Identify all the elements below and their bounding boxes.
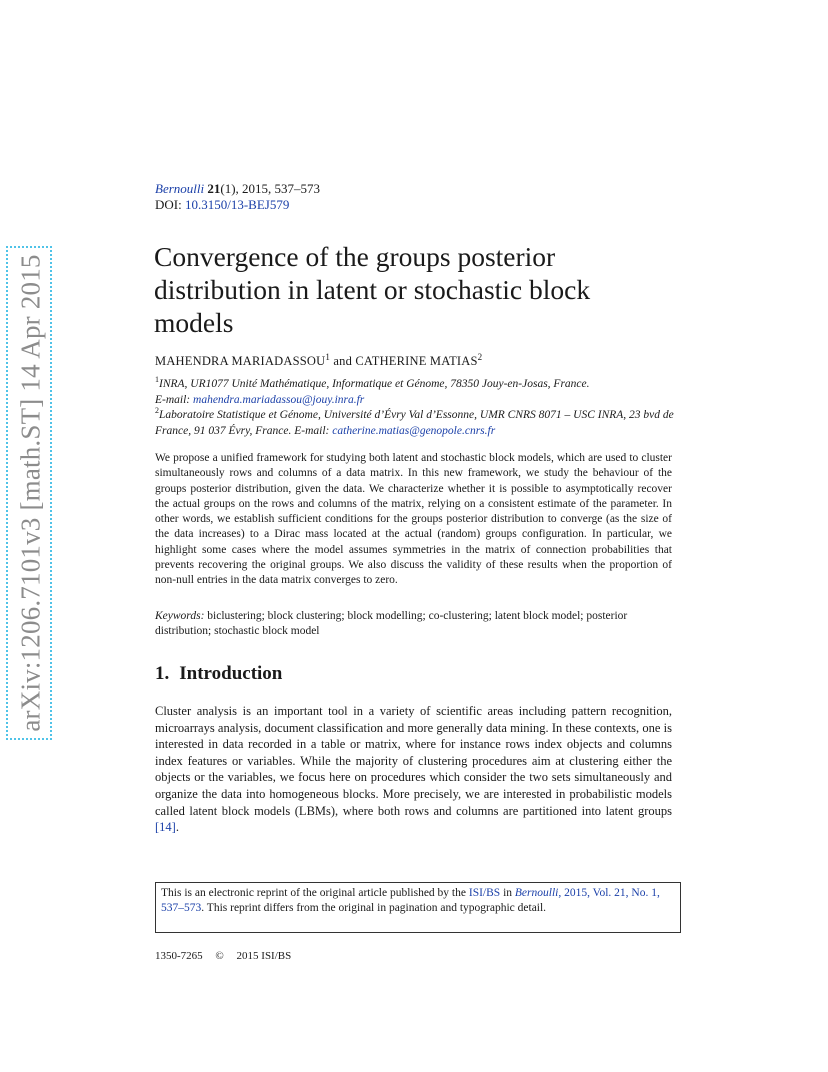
affiliation-text: Laboratoire Statistique et Génome, Université d’Évry Val d’Essonne, UMR CNRS 8071 – USC INRA, 23 bvd de France, 91 037 Évry, France. bbox=[155, 409, 674, 437]
keywords-label: Keywords: bbox=[155, 610, 205, 622]
author-line bbox=[155, 349, 482, 369]
doi-label: DOI: bbox=[155, 197, 182, 212]
reprint-journal-link[interactable]: Bernoulli, bbox=[514, 887, 562, 899]
intro-text: Cluster analysis is an important tool in a variety of scientific areas including pattern recognition, microarrays analysis, document classification and more generally data mining. In these contexts, one is interested in data recorded in a table or matrix, where for instance rows index objects and columns index features or variables. While the majority of clustering procedures aim at clustering either the objects or the variables, we focus here on procedures which consider the two sets simultaneously and organize the data into homogeneous blocks. More precisely, we are interested in probabilistic models called latent block models (LBMs), where both rows and columns are partitioned into latent groups bbox=[155, 704, 672, 818]
paper-title: Convergence of the groups posterior distribution in latent or stochastic block models bbox=[154, 241, 591, 338]
affiliation-mark: 1 bbox=[155, 375, 159, 384]
doi-line bbox=[155, 197, 289, 213]
email-label: E-mail: bbox=[155, 394, 191, 406]
reprint-ref-link[interactable]: 2015, Vol. 21, No. 1, 537–573 bbox=[161, 887, 660, 914]
reprint-in: in bbox=[503, 887, 513, 899]
intro-paragraph bbox=[155, 703, 672, 836]
author-affil-mark: 1 bbox=[325, 352, 331, 362]
section-number: 1. bbox=[155, 663, 170, 684]
author-conjunction: and bbox=[333, 354, 353, 368]
reprint-pre: This is an electronic reprint of the original article published by the bbox=[161, 887, 466, 899]
section-title: Introduction bbox=[179, 663, 283, 684]
journal-issue-pages: (1), 2015, 537–573 bbox=[220, 181, 321, 196]
copyright-text: 2015 ISI/BS bbox=[236, 950, 292, 962]
stamp-text: arXiv:1206.7101v3 [math.ST] 14 Apr 2015 bbox=[15, 254, 46, 732]
copyright-icon: © bbox=[215, 950, 224, 962]
journal-citation bbox=[155, 181, 320, 197]
arxiv-side-stamp bbox=[6, 246, 56, 744]
keywords-text: biclustering; block clustering; block modelling; co-clustering; latent block model; posterior distribution; stochastic block model bbox=[155, 610, 628, 638]
email-link[interactable]: mahendra.mariadassou@jouy.inra.fr bbox=[193, 394, 365, 406]
affiliation-text: INRA, UR1077 Unité Mathématique, Informatique et Génome, 78350 Jouy-en-Josas, France. bbox=[159, 378, 590, 390]
email-link[interactable]: catherine.matias@genopole.cnrs.fr bbox=[332, 425, 496, 437]
author-affil-mark: 2 bbox=[477, 352, 483, 362]
reprint-post: . This reprint differs from the original in pagination and typographic detail. bbox=[201, 902, 547, 914]
citation-link[interactable]: [14] bbox=[155, 820, 176, 835]
intro-end: . bbox=[175, 820, 179, 835]
publisher-link[interactable]: ISI/BS bbox=[468, 887, 501, 899]
affiliation-mark: 2 bbox=[155, 406, 159, 415]
doi-link[interactable]: 10.3150/13-BEJ579 bbox=[184, 197, 290, 212]
keywords bbox=[155, 609, 672, 640]
author-name: MAHENDRA MARIADASSOU bbox=[155, 354, 326, 368]
footer bbox=[155, 949, 291, 963]
journal-volume: 21 bbox=[207, 181, 221, 196]
reprint-notice bbox=[155, 882, 681, 933]
email-label: E-mail: bbox=[294, 425, 330, 437]
author-name: CATHERINE MATIAS bbox=[355, 354, 478, 368]
abstract: We propose a unified framework for studying both latent and stochastic block models, which are used to cluster simultaneously rows and columns of a data matrix. In this new framework, we study the behaviour of the groups posterior distribution, given the data. We characterize whether it is possible to asymptotically recover the actual groups on the rows and columns of the matrix, relying on a consistent estimate of the parameter. In other words, we establish sufficient conditions for the groups posterior distribution to converge (as the size of the data increases) to a Dirac mass located at the actual (random) groups configuration. In particular, we highlight some cases where the model assumes symmetries in the matrix of connection probabilities that prevents recovering the original groups. We also discuss the validity of these results when the proportion of non-null entries in the data matrix converges to zero. bbox=[155, 452, 672, 587]
section-heading bbox=[155, 663, 282, 685]
affiliation-2 bbox=[155, 403, 675, 439]
issn: 1350-7265 bbox=[155, 950, 203, 962]
journal-name-link[interactable]: Bernoulli bbox=[155, 181, 205, 196]
